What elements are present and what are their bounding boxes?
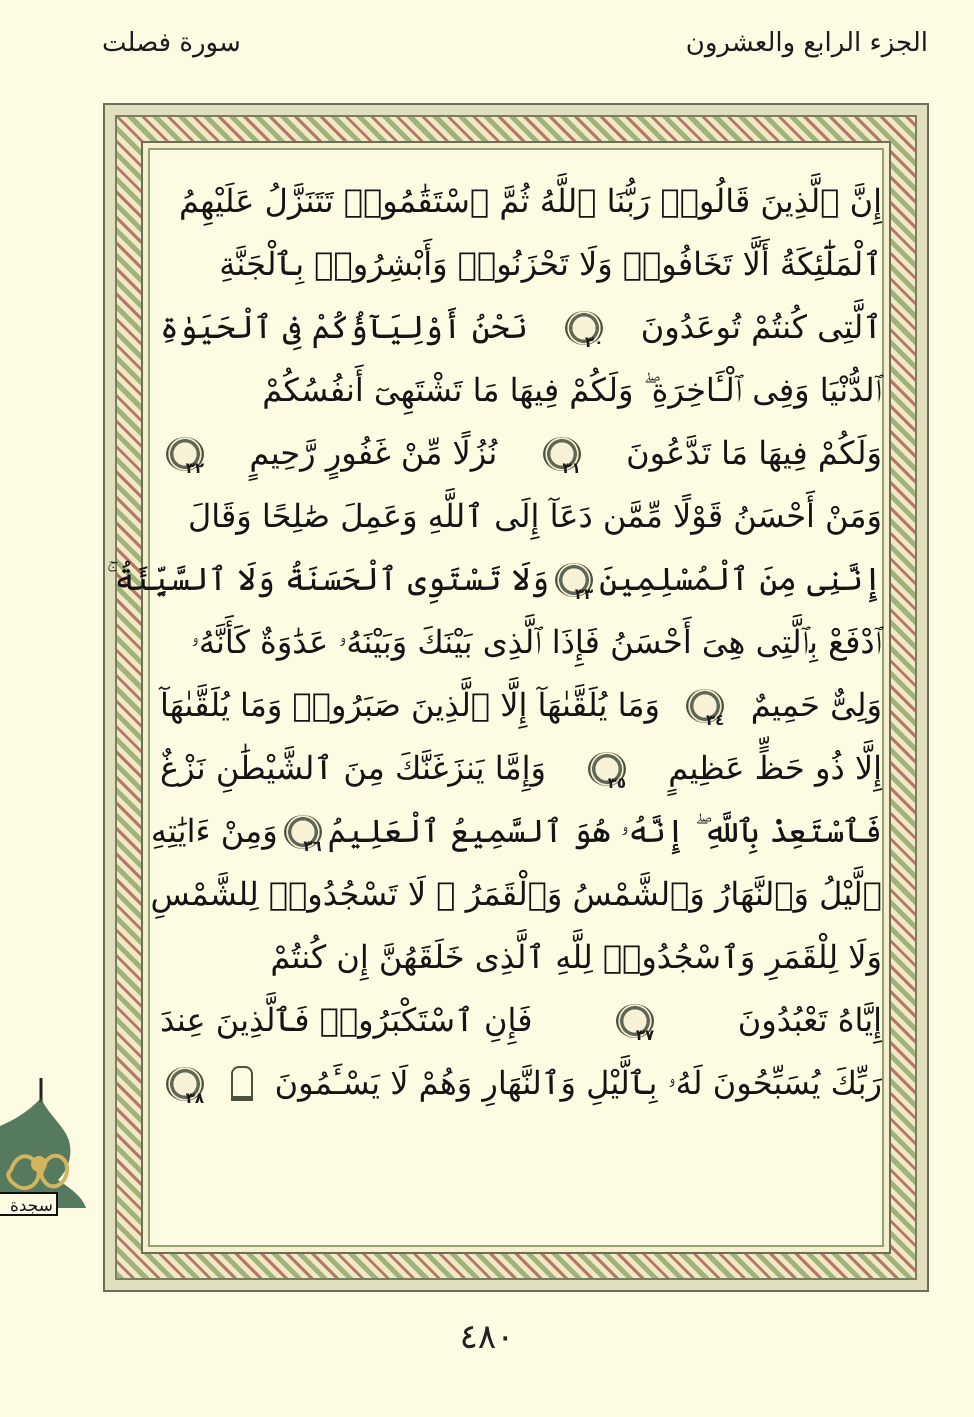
verse-text: ٱلدُّنْيَا وَفِى ٱلْـَٔاخِرَةِ ۖ وَلَكُمْ فِيهَا مَا تَشْتَهِىٓ أَنفُسُكُمْ (262, 371, 882, 409)
verse-line (160, 359, 882, 422)
verse-line (160, 233, 882, 296)
verse-text: ٱلَّيْلُ وَٱلنَّهَارُ وَٱلشَّمْسُ وَٱلْقَمَرُ ۚ لَا تَسْجُدُوا۟ لِلشَّمْسِ (150, 875, 882, 913)
verse-text: وَمِنْ ءَايَٰتِهِ (150, 812, 278, 850)
verse-text: ٱلَّتِى كُنتُمْ تُوعَدُونَ (640, 308, 882, 346)
verse-line (150, 800, 882, 863)
verse-line (160, 422, 882, 485)
verse-text: وَلَا تَسْتَوِى ٱلْحَسَنَةُ وَلَا ٱلسَّيِّئَةُ ۚ (106, 560, 550, 598)
verse-text: وَلَكُمْ فِيهَا مَا تَدَّعُونَ (626, 434, 882, 472)
verse-line (160, 170, 882, 233)
verse-text: وَلَا لِلْقَمَرِ وَٱسْجُدُوا۟ لِلَّهِ ٱلَّذِى خَلَقَهُنَّ إِن كُنتُمْ (270, 938, 882, 976)
verse-line (160, 674, 882, 737)
verse-text: وَإِمَّا يَنزَغَنَّكَ مِنَ ٱلشَّيْطَٰنِ نَزْغٌ (160, 749, 546, 787)
verse-text: ٱلْمَلَٰٓئِكَةُ أَلَّا تَخَافُوا۟ وَلَا تَحْزَنُوا۟ وَأَبْشِرُوا۟ بِٱلْجَنَّةِ (219, 245, 882, 283)
verse-line (160, 1052, 882, 1115)
ayah-number-marker: ٣٢ (166, 437, 204, 471)
juz-name: الجزء الرابع والعشرون (685, 28, 928, 58)
ayah-number-marker: ٣٥ (588, 752, 626, 786)
verse-line (160, 989, 882, 1052)
sajdah-mark-icon (231, 1066, 253, 1101)
verse-text: ٱدْفَعْ بِٱلَّتِى هِىَ أَحْسَنُ فَإِذَا ٱلَّذِى بَيْنَكَ وَبَيْنَهُۥ عَدَٰوَةٌ كَأَنَّهُۥ (190, 623, 882, 661)
sajdah-label: سجدة (0, 1192, 58, 1216)
verse-text: إِيَّاهُ تَعْبُدُونَ (737, 1001, 882, 1039)
verse-line (160, 485, 882, 548)
ayah-number-marker: ٣٠ (565, 311, 603, 345)
page-number: ٤٨٠ (459, 1317, 515, 1357)
verse-text: نُزُلًا مِّنْ غَفُورٍ رَّحِيمٍ (249, 434, 498, 472)
verse-text: رَبِّكَ يُسَبِّحُونَ لَهُۥ بِٱلَّيْلِ وَٱلنَّهَارِ وَهُمْ لَا يَسْـَٔمُونَ (274, 1064, 882, 1102)
verse-text: إِنَّ ٱلَّذِينَ قَالُوا۟ رَبُّنَا ٱللَّهُ ثُمَّ ٱسْتَقَٰمُوا۟ تَتَنَزَّلُ عَلَيْهِمُ (179, 182, 882, 220)
surah-name: سورة فصلت (102, 28, 241, 58)
verse-line (106, 548, 882, 611)
verse-text: وَمَا يُلَقَّىٰهَآ إِلَّا ٱلَّذِينَ صَبَرُوا۟ وَمَا يُلَقَّىٰهَآ (160, 686, 660, 724)
quran-text-block (106, 170, 882, 1242)
verse-line (160, 737, 882, 800)
verse-line (150, 863, 882, 926)
verse-text: وَمَنْ أَحْسَنُ قَوْلًا مِّمَّن دَعَآ إِلَى ٱللَّهِ وَعَمِلَ صَٰلِحًا وَقَالَ (187, 497, 882, 535)
ayah-number-marker: ٣٤ (686, 689, 724, 723)
verse-text: إِلَّا ذُو حَظٍّ عَظِيمٍ (668, 749, 882, 787)
verse-line (160, 926, 882, 989)
ayah-number-marker: ٣٧ (616, 1004, 654, 1038)
ayah-number-marker: ٣٨ (166, 1067, 204, 1101)
ayah-number-marker: ٣١ (543, 437, 581, 471)
verse-text: نَحْنُ أَوْلِيَآؤُكُمْ فِى ٱلْحَيَوٰةِ (160, 308, 529, 346)
verse-line (160, 296, 882, 359)
verse-text: فَٱسْتَعِذْ بِٱللَّهِ ۖ إِنَّهُۥ هُوَ ٱلسَّمِيعُ ٱلْعَلِيمُ (327, 812, 882, 850)
verse-text: إِنَّنِى مِنَ ٱلْمُسْلِمِينَ (599, 560, 882, 598)
verse-text: فَإِنِ ٱسْتَكْبَرُوا۟ فَٱلَّذِينَ عِندَ (160, 1001, 533, 1039)
verse-line (160, 611, 882, 674)
ayah-number-marker: ٣٣ (555, 563, 593, 597)
ayah-number-marker: ٣٦ (284, 815, 322, 849)
verse-text: وَلِىٌّ حَمِيمٌ (750, 686, 882, 724)
